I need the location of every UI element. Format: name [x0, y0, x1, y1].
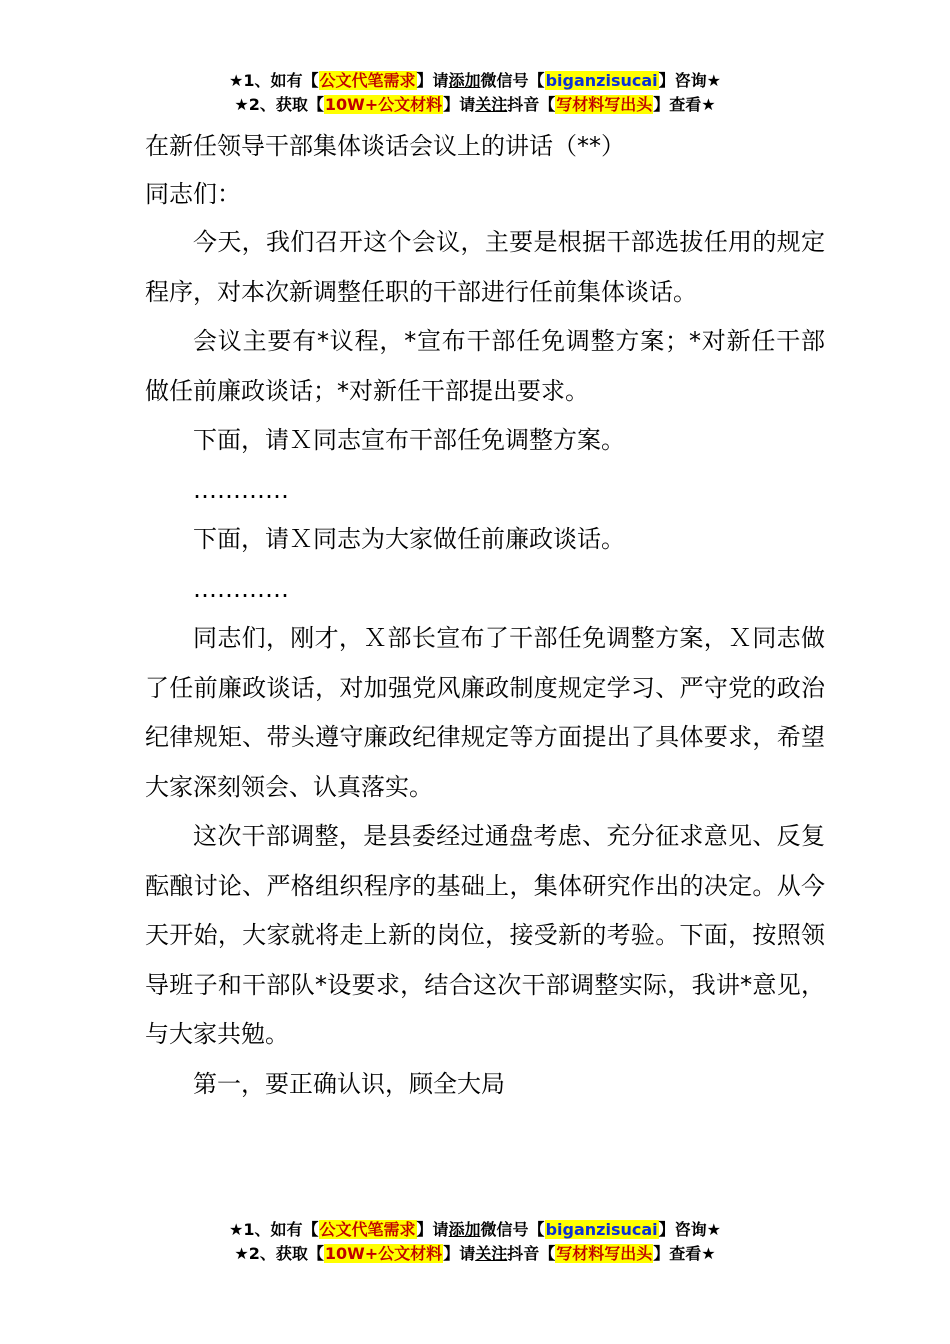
- banner-text: 抖音【: [507, 95, 556, 114]
- ellipsis-line: …………: [193, 574, 289, 603]
- highlight-wechat-id: biganzisucai: [545, 71, 658, 90]
- banner-text: ★1、如有【: [229, 1220, 319, 1239]
- banner-text: 抖音【: [507, 1244, 556, 1263]
- highlight-materials: 10W+公文材料: [324, 95, 443, 114]
- banner-line-1: [0, 1218, 950, 1242]
- paragraph: 下面，请Ｘ同志宣布干部任免调整方案。: [193, 426, 625, 454]
- banner-text: ★1、如有【: [229, 71, 319, 90]
- underlined-add: 添加: [448, 71, 481, 90]
- highlight-douyin-account: 写材料写出头: [556, 95, 653, 114]
- underlined-add: 添加: [448, 1220, 481, 1239]
- banner-text: 微信号【: [480, 1220, 545, 1239]
- header-banner: [0, 69, 950, 117]
- banner-line-2: [0, 93, 950, 117]
- underlined-follow: 关注: [475, 1244, 508, 1263]
- highlight-ghostwriting: 公文代笔需求: [319, 71, 416, 90]
- section-heading: 第一，要正确认识，顾全大局: [193, 1069, 505, 1098]
- banner-text: 】查看★: [653, 1244, 716, 1263]
- banner-text: 】咨询★: [658, 1220, 721, 1239]
- banner-text: 】查看★: [653, 95, 716, 114]
- paragraph: 会议主要有*议程，*宣布干部任免调整方案；*对新任干部做任前廉政谈话；*对新任干部提出要求。: [145, 327, 825, 405]
- banner-text: 】请: [416, 71, 449, 90]
- highlight-materials: 10W+公文材料: [324, 1244, 443, 1263]
- paragraph: 下面，请Ｘ同志为大家做任前廉政谈话。: [193, 525, 625, 553]
- document-title: 在新任领导干部集体谈话会议上的讲话（**）: [145, 132, 625, 160]
- salutation: 同志们：: [145, 180, 241, 208]
- banner-text: 】请: [443, 95, 476, 114]
- footer-banner: [0, 1218, 950, 1266]
- paragraph: 这次干部调整，是县委经过通盘考虑、充分征求意见、反复酝酿讨论、严格组织程序的基础上，集体研究作出的决定。从今天开始，大家就将走上新的岗位，接受新的考验。下面，按照领导班子和干部队*设要求，结合这次干部调整实际，我讲*意见，与大家共勉。: [145, 822, 825, 1048]
- ellipsis-line: …………: [193, 475, 289, 504]
- banner-text: 】请: [443, 1244, 476, 1263]
- banner-line-1: [0, 69, 950, 93]
- banner-text: ★2、获取【: [234, 1244, 324, 1263]
- underlined-follow: 关注: [475, 95, 508, 114]
- banner-text: 】请: [416, 1220, 449, 1239]
- banner-text: ★2、获取【: [234, 95, 324, 114]
- paragraph: 今天，我们召开这个会议，主要是根据干部选拔任用的规定程序，对本次新调整任职的干部进行任前集体谈话。: [145, 228, 825, 306]
- highlight-ghostwriting: 公文代笔需求: [319, 1220, 416, 1239]
- highlight-douyin-account: 写材料写出头: [556, 1244, 653, 1263]
- banner-line-2: [0, 1242, 950, 1266]
- document-body: [145, 122, 825, 1109]
- banner-text: 】咨询★: [658, 71, 721, 90]
- banner-text: 微信号【: [480, 71, 545, 90]
- paragraph: 同志们，刚才，Ｘ部长宣布了干部任免调整方案，Ｘ同志做了任前廉政谈话，对加强党风廉政制度规定学习、严守党的政治纪律规矩、带头遵守廉政纪律规定等方面提出了具体要求，希望大家深刻领会、认真落实。: [145, 624, 825, 801]
- highlight-wechat-id: biganzisucai: [545, 1220, 658, 1239]
